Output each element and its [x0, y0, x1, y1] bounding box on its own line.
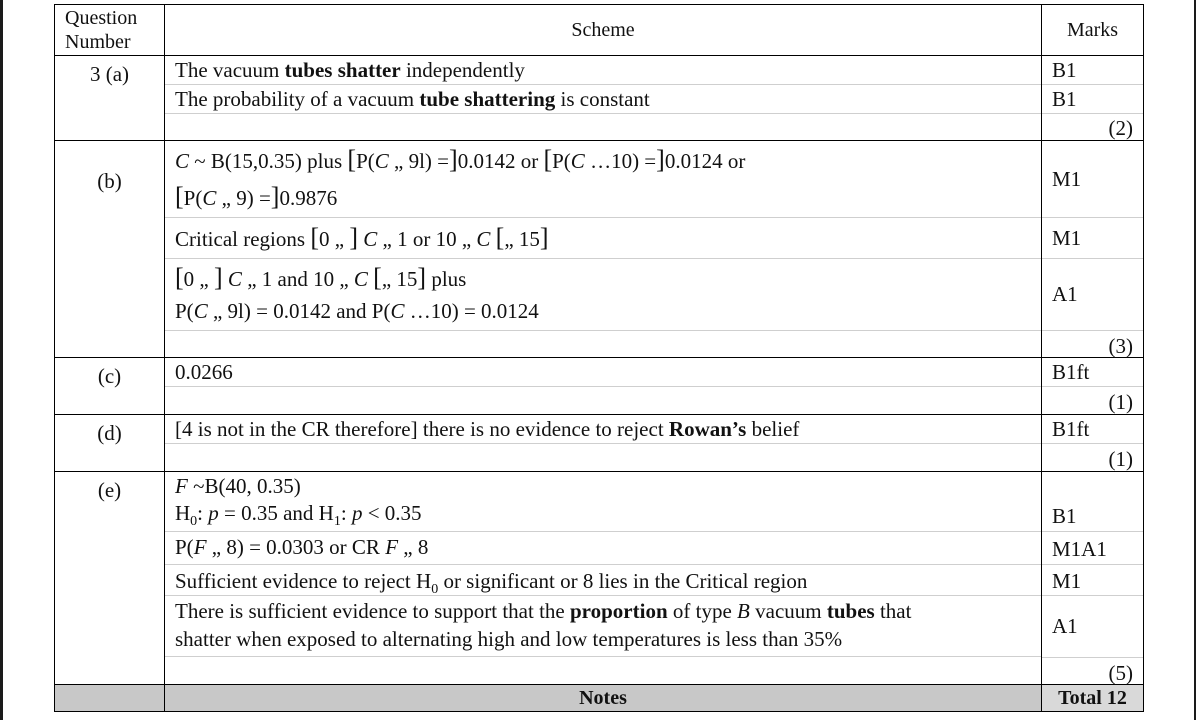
- mark-subtotal: (1): [1108, 447, 1133, 471]
- marks-cell: [1042, 415, 1144, 472]
- mark: M1: [1042, 218, 1143, 259]
- question-label: (c): [55, 358, 165, 415]
- scheme-cell: [165, 141, 1042, 358]
- notes-blank-cell: [55, 685, 165, 712]
- mark: B1: [1042, 56, 1143, 85]
- scheme-line: Critical regions [0 „ ] C „ 1 or 10 „ C [„ 15]: [165, 218, 1041, 259]
- mark-subtotal: (5): [1108, 661, 1133, 685]
- question-label: (e): [55, 472, 165, 685]
- question-label: (b): [55, 141, 165, 358]
- scheme-line: Sufficient evidence to reject $H_0$ or significant or 8 lies in the Critical region: [165, 565, 1041, 596]
- emphasis: proportion: [570, 599, 668, 623]
- mark-subtotal: (3): [1108, 334, 1133, 358]
- mark-subtotal: (1): [1108, 390, 1133, 414]
- scheme-line: P(F „ 8) = 0.0303 or CR F „ 8: [165, 532, 1041, 565]
- scheme-line: F ~B(40, 0.35): [175, 474, 301, 498]
- scheme-line: C ~ B(15,0.35) plus [P(C „ 9l) =]0.0142 or [P(C …10) =]0.0124 or: [175, 145, 746, 174]
- marks-cell: [1042, 56, 1144, 141]
- scheme-line: 0.0266: [165, 358, 1041, 387]
- scheme-cell: [165, 358, 1042, 415]
- mark: B1ft: [1042, 415, 1143, 444]
- section-3c: [55, 358, 1144, 415]
- scheme-line: $H_0$: p = 0.35 and $H_1$: p < 0.35: [165, 499, 1041, 532]
- scheme-line: [4 is not in the CR therefore] there is no evidence to reject Rowan’s belief: [165, 415, 1041, 444]
- scheme-cell: [165, 56, 1042, 141]
- scheme-line-blank: [165, 331, 1041, 357]
- scheme-line-blank: [165, 387, 1041, 414]
- marks-cell: [1042, 141, 1144, 358]
- scheme-line: [P(C „ 9) =]0.9876: [165, 179, 1041, 218]
- mark: B1ft: [1042, 358, 1143, 387]
- scheme-line-blank: [165, 444, 1041, 471]
- mark: B1: [1042, 499, 1143, 532]
- mark-subtotal: (2): [1108, 116, 1133, 140]
- mark: A1: [1042, 596, 1143, 658]
- mark: M1: [1042, 141, 1143, 218]
- scheme-line: [0 „ ] C „ 1 and 10 „ C [„ 15] plus: [175, 263, 467, 292]
- scheme-cell: [165, 472, 1042, 685]
- mark: M1: [1042, 565, 1143, 596]
- question-number-header-label: Question Number: [65, 7, 138, 53]
- emphasis: tubes shatter: [284, 58, 401, 82]
- emphasis: tube shattering: [419, 87, 556, 111]
- scheme-cell: [165, 415, 1042, 472]
- emphasis: tubes: [826, 599, 875, 623]
- section-3d: [55, 415, 1144, 472]
- scheme-line: P(C „ 9l) = 0.0142 and P(C …10) = 0.0124: [165, 297, 1041, 331]
- mark: A1: [1042, 259, 1143, 331]
- marks-cell: [1042, 472, 1144, 685]
- question-label: 3 (a): [55, 56, 165, 141]
- emphasis: Rowan’s: [668, 417, 747, 441]
- scheme-line: The vacuum tubes shatter independently: [165, 56, 1041, 85]
- question-number-header: [55, 5, 165, 56]
- mark: B1: [1042, 85, 1143, 114]
- question-label: (d): [55, 415, 165, 472]
- scheme-header: Scheme: [165, 5, 1042, 56]
- scheme-line: shatter when exposed to alternating high and low temperatures is less than 35%: [165, 624, 1041, 657]
- scheme-line-blank: [165, 657, 1041, 683]
- section-3a: [55, 56, 1144, 141]
- notes-row: [55, 685, 1144, 712]
- notes-label: Notes: [165, 685, 1042, 712]
- section-3b: [55, 141, 1144, 358]
- scheme-line: The probability of a vacuum tube shattering is constant: [165, 85, 1041, 114]
- mark-blank: [1042, 472, 1143, 499]
- marks-header: Marks: [1042, 5, 1144, 56]
- marks-cell: [1042, 358, 1144, 415]
- total-marks: Total 12: [1042, 685, 1144, 712]
- section-3e: [55, 472, 1144, 685]
- mark: M1A1: [1042, 532, 1143, 565]
- mark-scheme-table: [54, 4, 1144, 712]
- page-edge-left: [0, 0, 3, 720]
- header-row: [55, 5, 1144, 56]
- scheme-line: There is sufficient evidence to support that the proportion of type B vacuum tubes that: [175, 599, 912, 623]
- scheme-line-blank: [165, 114, 1041, 140]
